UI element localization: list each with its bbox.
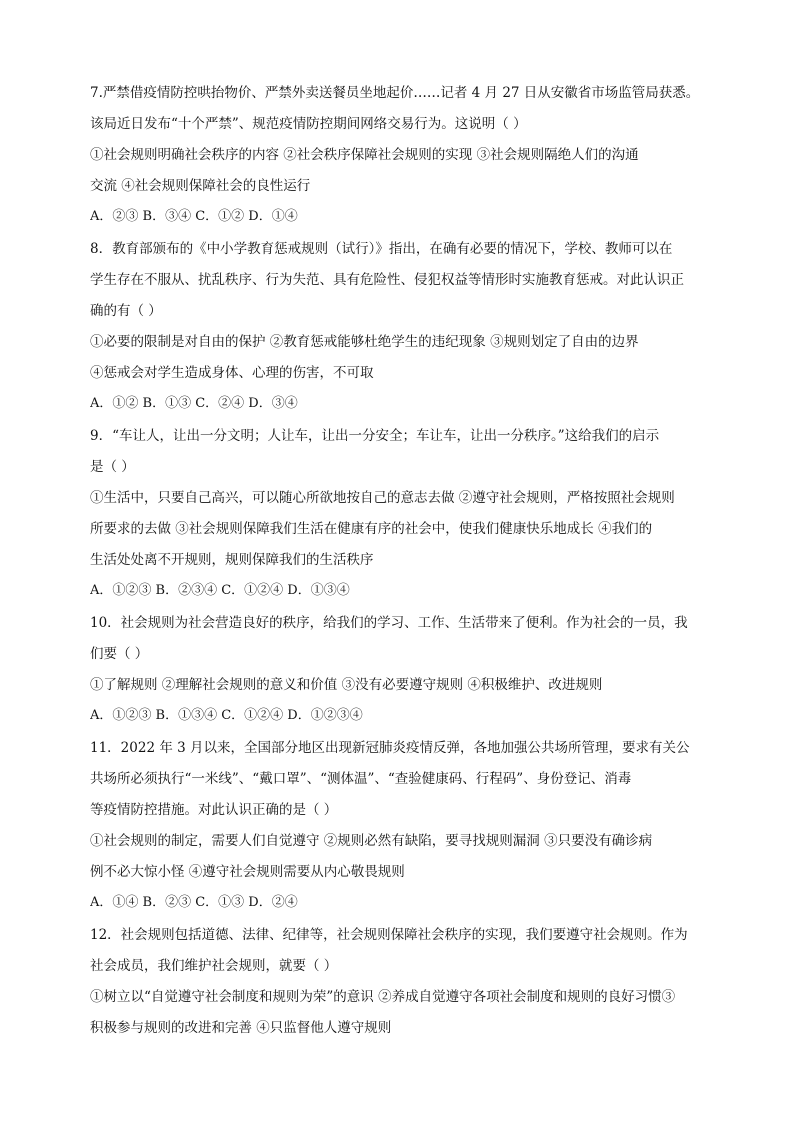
q11-stem-line-3: 等疫情防控措施。对此认识正确的是（ ） [90,802,338,818]
q11-statement-line-2: 例不必大惊小怪 ④遵守社会规则需要从内心敬畏规则 [90,864,405,880]
q7-stem-line-2: 该局近日发布“十个严禁”、规范疫情防控期间网络交易行为。这说明（ ） [90,116,527,132]
q8-statement-line-1: ①必要的限制是对自由的保护 ②教育惩戒能够杜绝学生的违纪现象 ③规则划定了自由的边界 [90,334,639,350]
q8-stem-line-2: 学生存在不服从、扰乱秩序、行为失范、具有危险性、侵犯权益等情形时实施教育惩戒。对此认识正 [90,272,684,288]
q11-statement-line-1: ①社会规则的制定，需要人们自觉遵守 ②规则必然有缺陷，要寻找规则漏洞 ③只要没有确诊病 [90,833,653,849]
q9-stem-line-2: 是（ ） [90,459,135,475]
q9-options: A．①②③ B．②③④ C．①②④ D．①③④ [90,583,350,598]
q11-stem-line-1: 11．2022 年 3 月以来，全国部分地区出现新冠肺炎疫情反弹，各地加强公共场所管理，要求有关公 [90,740,690,756]
q8-stem-line-3: 确的有（ ） [90,303,162,319]
q10-stem-line-2: 们要（ ） [90,646,149,662]
q9-statement-line-3: 生活处处离不开规则，规则保障我们的生活秩序 [90,552,374,568]
q12-statement-line-2: 积极参与规则的改进和完善 ④只监督他人遵守规则 [90,1020,392,1036]
q7-stem-line-1: 7.严禁借疫情防控哄抬物价、严禁外卖送餐员坐地起价……记者 4 月 27 日从安徽省市场监管局获悉。 [90,85,700,101]
q12-stem-line-1: 12．社会规则包括道德、法律、纪律等，社会规则保障社会秩序的实现，我们要遵守社会规则。作为 [90,927,688,943]
q8-statement-line-2: ④惩戒会对学生造成身体、心理的伤害，不可取 [90,365,374,381]
q7-statement-line-1: ①社会规则明确社会秩序的内容 ②社会秩序保障社会规则的实现 ③社会规则隔绝人们的沟通 [90,147,639,163]
q9-statement-line-1: ①生活中，只要自己高兴，可以随心所欲地按自己的意志去做 ②遵守社会规则，严格按照社会规则 [90,490,675,506]
q7-statement-line-2: 交流 ④社会规则保障社会的良性运行 [90,178,311,194]
q12-statement-line-1: ①树立以“自觉遵守社会制度和规则为荣”的意识 ②养成自觉遵守各项社会制度和规则的良好习惯③ [90,989,676,1005]
q10-options: A．①②③ B．①③④ C．①②④ D．①②③④ [90,708,363,723]
q9-statement-line-2: 所要求的去做 ③社会规则保障我们生活在健康有序的社会中，使我们健康快乐地成长 ④我们的 [90,521,653,537]
q8-stem-line-1: 8．教育部颁布的《中小学教育惩戒规则（试行）》指出，在确有必要的情况下，学校、教师可以在 [90,241,673,257]
q12-stem-line-2: 社会成员，我们维护社会规则，就要（ ） [90,958,338,974]
q11-options: A．①④ B．②③ C．①③ D．②④ [90,895,298,910]
q7-options: A．②③ B．③④ C．①② D．①④ [90,209,298,224]
q10-statement-line-1: ①了解规则 ②理解社会规则的意义和价值 ③没有必要遵守规则 ④积极维护、改进规则 [90,677,603,693]
q9-stem-line-1: 9．“车让人，让出一分文明；人让车，让出一分安全；车让车，让出一分秩序。”这给我们的启示 [90,428,660,444]
q11-stem-line-2: 共场所必须执行“一米线”、“戴口罩”、“测体温”、“查验健康码、行程码”、身份登记、消毒 [90,771,632,787]
q8-options: A．①② B．①③ C．②④ D．③④ [90,396,298,411]
q10-stem-line-1: 10．社会规则为社会营造良好的秩序，给我们的学习、工作、生活带来了便利。作为社会的一员，我 [90,615,688,631]
